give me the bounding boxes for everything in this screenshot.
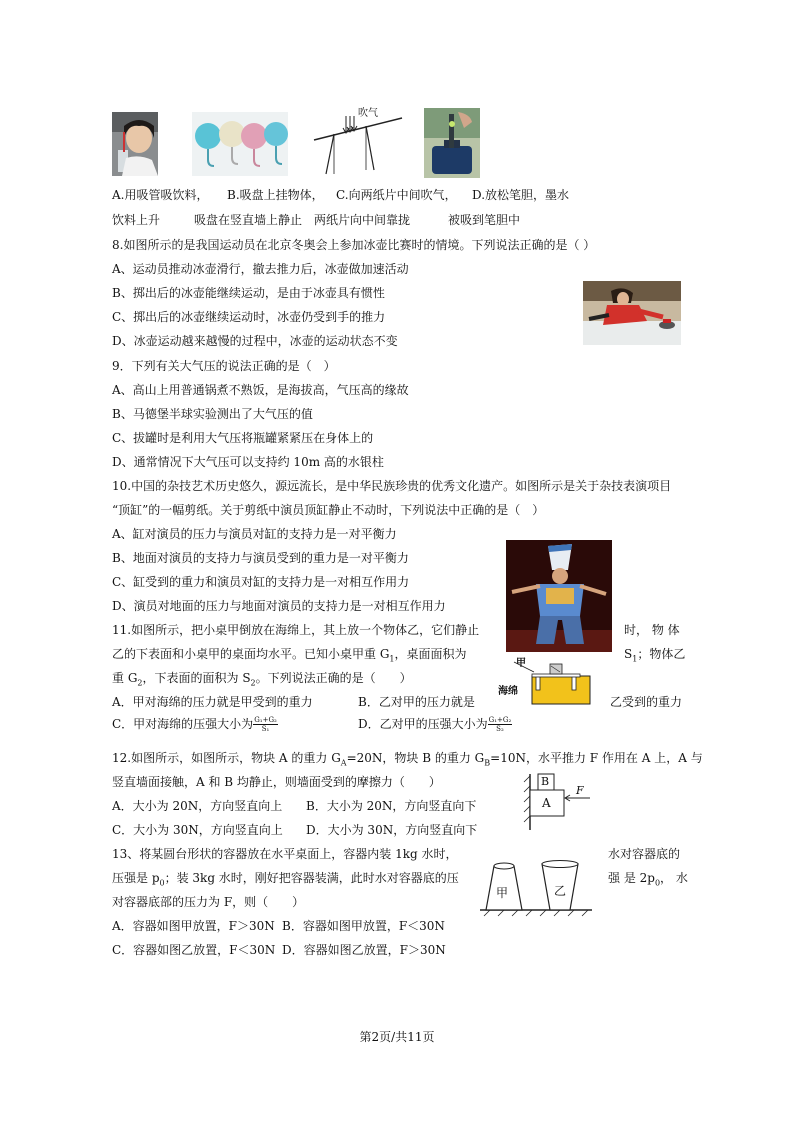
q9-stem: 9．下列有关大气压的说法正确的是（ ）: [112, 359, 336, 373]
q11-option-c: C．甲对海绵的压强大小为 $\frac{\text{G₁+G₂}}{\text{S₁}}$: [112, 716, 277, 733]
wall-blocks-diagram: [520, 770, 596, 832]
q7-option-c: C.向两纸片中间吹气，: [336, 188, 457, 202]
fountain-pen-ink-photo: [424, 108, 480, 178]
blow-label: 吹气: [358, 108, 378, 119]
q9-option-d: D、通常情况下大气压可以支持约 10m 高的水银柱: [112, 455, 384, 469]
q12-option-d: D．大小为 30N，方向竖直向下: [306, 823, 478, 837]
containers-diagram: [478, 856, 594, 918]
q12-line2: 竖直墙面接触，A 和 B 均静止，则墙面受到的摩擦力（ ）: [112, 775, 441, 789]
q13-option-d: D．容器如图乙放置，F＞30N: [282, 943, 446, 957]
q11-line2: 乙的下表面和小桌甲的桌面均水平。已知小桌甲重 $G_1$，桌面面积为 $S_1$；物体乙: [112, 647, 686, 664]
q11-options-ab: A．甲对海绵的压力就是甲受到的重力 B．乙对甲的压力就是 乙受到的重力: [112, 695, 683, 709]
q8-option-b: B、掷出后的冰壶能继续运动，是由于冰壶具有惯性: [112, 286, 385, 300]
q13-line1: 13、将某圆台形状的容器放在水平桌面上，容器内装 1kg 水时， 水对容器底的: [112, 847, 681, 861]
q13-line2: 压强是 $p_0$；装 3kg 水时，刚好把容器装满，此时水对容器底的压 强 是 $2p_0$， 水: [112, 871, 688, 888]
q8-option-a: A、运动员推动冰壶滑行，撤去推力后，冰壶做加速活动: [112, 262, 409, 276]
label-block-a: A: [542, 796, 551, 810]
suction-cups-photo: [192, 112, 288, 176]
q13-option-c: C．容器如图乙放置，F＜30N: [112, 943, 276, 957]
q9-option-b: B、马德堡半球实验测出了大气压的值: [112, 407, 313, 421]
label-container-yi: 乙: [554, 884, 567, 898]
q7-option-b: B.吸盘上挂物体，: [227, 188, 324, 202]
q13-line3: 对容器底部的压力为 F，则（ ）: [112, 895, 305, 909]
q13-option-b: B．容器如图甲放置，F＜30N: [282, 919, 445, 933]
q12-option-c: C．大小为 30N，方向竖直向上: [112, 823, 283, 837]
q11-line3: 重 $G_2$，下表面的面积为 $S_2$。下列说法正确的是（ ）: [112, 671, 412, 688]
q12-option-a: A．大小为 20N，方向竖直向上: [112, 799, 283, 813]
acrobat-vat-balancing-photo: [506, 540, 612, 652]
q8-option-d: D、冰壶运动越来越慢的过程中，冰壶的运动状态不变: [112, 334, 398, 348]
q10-option-a: A、缸对演员的压力与演员对缸的支持力是一对平衡力: [112, 527, 397, 541]
q9-option-a: A、高山上用普通锅煮不熟饭，是海拔高，气压高的缘故: [112, 383, 409, 397]
q13-options-cd: [112, 942, 446, 958]
q9-option-c: C、拔罐时是利用大气压将瓶罐紧紧压在身体上的: [112, 431, 374, 445]
q7-options-line1: [112, 187, 570, 203]
q11-option-b: B．乙对甲的压力就是: [358, 695, 475, 709]
q11-option-a: A．甲对海绵的压力就是甲受到的重力: [112, 695, 313, 709]
curling-athlete-photo: [583, 281, 681, 345]
q10-stem-line2: “顶缸”的一幅剪纸。关于剪纸中演员顶缸静止不动时，下列说法中正确的是（ ）: [112, 503, 545, 517]
q10-option-c: C、缸受到的重力和演员对缸的支持力是一对相互作用力: [112, 575, 410, 589]
q8-option-c: C、掷出后的冰壶继续运动时，冰壶仍受到手的推力: [112, 310, 386, 324]
q13-option-a: A．容器如图甲放置，F＞30N: [112, 919, 275, 933]
q7-options-line2: 饮料上升 吸盘在竖直墙上静止 两纸片向中间靠拢 被吸到笔胆中: [112, 213, 521, 227]
q13-options-ab: [112, 918, 445, 934]
page-footer: 第2页/共11页: [359, 1030, 435, 1044]
label-sponge: 海绵: [498, 686, 518, 697]
paper-blowing-diagram: [312, 104, 404, 176]
q10-option-b: B、地面对演员的支持力与演员受到的重力是一对平衡力: [112, 551, 409, 565]
q11-options-cd: [112, 716, 512, 733]
q8-stem: 8.如图所示的是我国运动员在北京冬奥会上参加冰壶比赛时的情境。下列说法正确的是（ ）: [112, 238, 596, 252]
drinking-straw-photo: [112, 112, 158, 176]
q7-option-d: D.放松笔胆，墨水: [472, 188, 570, 202]
label-block-b: B: [541, 775, 550, 788]
q12-line1: 12.如图所示，如图所示，物块 A 的重力 $G_A=20N$，物块 B 的重力 $G_B=10N$，水平推力 F 作用在 A 上，A 与: [112, 751, 703, 768]
q11-line1: 11.如图所示，把小桌甲倒放在海绵上，其上放一个物体乙，它们静止 时， 物 体: [112, 623, 680, 637]
label-jia: 甲: [516, 658, 526, 669]
q11-option-d: D．乙对甲的压强大小为 $\frac{\text{G₁+G₂}}{\text{S₂}}$: [358, 716, 512, 733]
label-force-f: F: [576, 784, 584, 797]
label-container-jia: 甲: [496, 886, 509, 900]
q10-stem-line1: 10.中国的杂技艺术历史悠久，源远流长，是中华民族珍贵的优秀文化遗产。如图所示是关于杂技表演项目: [112, 479, 672, 493]
q7-option-a: A.用吸管吸饮料，: [112, 188, 209, 202]
q12-option-b: B．大小为 20N，方向竖直向下: [306, 799, 477, 813]
q12-options-cd: [112, 822, 478, 838]
q10-option-d: D、演员对地面的压力与地面对演员的支持力是一对相互作用力: [112, 599, 446, 613]
sponge-table-diagram: [496, 654, 594, 710]
q12-options-ab: [112, 798, 477, 814]
